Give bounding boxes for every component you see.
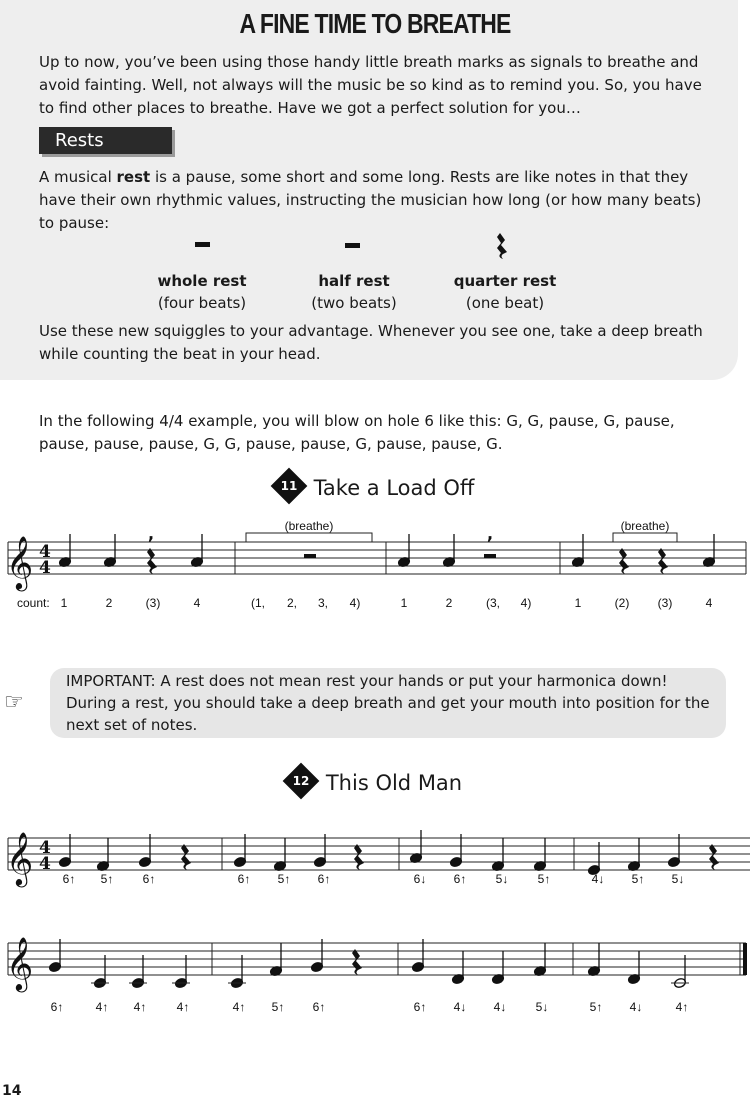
note: [411, 939, 424, 973]
pointing-hand-icon: ☞: [4, 690, 24, 715]
treble-clef-icon: 𝄞: [6, 936, 34, 990]
harmonica-tab: 1: [60, 596, 68, 610]
note: [93, 955, 106, 989]
breathe-label: (breathe): [620, 519, 670, 533]
harmonica-tab: 5↑: [631, 872, 645, 886]
harmonica-tab: 5↓: [535, 1000, 549, 1014]
harmonica-tab: 2,: [286, 596, 298, 610]
rest-type-half: half rest (two beats): [311, 272, 397, 312]
breath-mark-icon: ,: [148, 524, 155, 543]
song-12-title: This Old Man: [325, 771, 463, 795]
note: [138, 834, 151, 868]
song-11-heading: [0, 476, 750, 502]
note: [103, 534, 116, 568]
note: [313, 834, 326, 868]
note: [310, 939, 323, 973]
time-signature-top: 4: [39, 542, 51, 562]
harmonica-tab: 4): [520, 596, 532, 610]
harmonica-tab: 5↑: [589, 1000, 603, 1014]
harmonica-tab: 6↑: [62, 872, 76, 886]
note: [667, 834, 680, 868]
harmonica-tab: 4): [349, 596, 361, 610]
staff-this-old-man-line-1: [0, 820, 750, 885]
harmonica-tab: 5↓: [495, 872, 509, 886]
harmonica-tab: 2: [105, 596, 113, 610]
harmonica-tab: (3): [145, 596, 161, 610]
rest-type-quarter: quarter rest (one beat): [453, 272, 557, 312]
final-barline: [743, 943, 747, 975]
harmonica-tab: 4↓: [453, 1000, 467, 1014]
treble-clef-icon: 𝄞: [6, 535, 34, 589]
harmonica-tab: 4↓: [493, 1000, 507, 1014]
note: [58, 834, 71, 868]
harmonica-tab: 5↑: [537, 872, 551, 886]
squiggles-paragraph: Use these new squiggles to your advantage. Whenever you see one, take a deep breath while counting the beat in your head.: [39, 322, 703, 363]
note: [587, 842, 600, 876]
song-11-title: Take a Load Off: [313, 476, 475, 500]
quarter-rest: [354, 844, 364, 870]
harmonica-tab: 6↑: [50, 1000, 64, 1014]
time-signature-top: 4: [39, 838, 51, 858]
harmonica-tab: 6↑: [317, 872, 331, 886]
intro-paragraph: Up to now, you’ve been using those handy little breath marks as signals to breathe and avoid fainting. Well, not always will the music be so kind as to remind you. So, you have to find other places to breathe. Have we got a perfect solution for you…: [39, 53, 702, 117]
whole-rest-icon: [195, 242, 210, 247]
rest-symbols: [0, 226, 750, 270]
note: [442, 534, 455, 568]
note: [190, 534, 203, 568]
harmonica-tab: 6↓: [413, 872, 427, 886]
harmonica-tab: 4↑: [232, 1000, 246, 1014]
harmonica-tab: 5↓: [671, 872, 685, 886]
quarter-rest: [147, 548, 157, 574]
note: [449, 834, 462, 868]
staff-this-old-man-line-2: [0, 925, 750, 1014]
note: [58, 534, 71, 568]
note: [48, 939, 61, 973]
note: [571, 534, 584, 568]
note: [233, 834, 246, 868]
note: [533, 838, 546, 872]
treble-clef-icon: 𝄞: [6, 831, 34, 885]
song-12-heading: [0, 771, 750, 797]
harmonica-tab: 3,: [317, 596, 329, 610]
harmonica-tab: 4↓: [629, 1000, 643, 1014]
harmonica-tab: 1: [574, 596, 582, 610]
harmonica-tab: (2): [614, 596, 630, 610]
harmonica-tab: 4: [193, 596, 201, 610]
count-label: count:: [17, 596, 50, 610]
song-number-badge: 11: [270, 468, 307, 505]
quarter-rest: [181, 844, 191, 870]
breathe-label: (breathe): [284, 519, 334, 533]
note: [491, 838, 504, 872]
rests-paragraph: A musical rest is a pause, some short and some long. Rests are like notes in that they have their own rhythmic values, instructing the musician how long (or how many beats) to pause:: [39, 168, 702, 232]
quarter-rest: [352, 949, 362, 975]
harmonica-tab: 4↑: [133, 1000, 147, 1014]
note: [273, 838, 286, 872]
harmonica-tab: 4↑: [176, 1000, 190, 1014]
harmonica-tab: 6↑: [413, 1000, 427, 1014]
breathe-brackets: [246, 533, 677, 542]
note: [533, 943, 546, 977]
note: [269, 943, 282, 977]
harmonica-tab: 1: [400, 596, 408, 610]
rests-heading: Rests: [39, 127, 172, 154]
harmonica-tab: 4↑: [95, 1000, 109, 1014]
half-rest: [304, 554, 316, 558]
quarter-rest: [658, 548, 668, 574]
note: [587, 943, 600, 977]
harmonica-tab: (3): [657, 596, 673, 610]
harmonica-tab: 6↑: [142, 872, 156, 886]
half-rest: [484, 554, 496, 558]
harmonica-tab: 5↑: [277, 872, 291, 886]
breath-mark-icon: ,: [487, 524, 494, 543]
note: [627, 951, 640, 985]
time-signature-bottom: 4: [39, 558, 51, 578]
page-number: 14: [2, 1083, 22, 1099]
note: [96, 838, 109, 872]
harmonica-tab: 4↓: [591, 872, 605, 886]
note: [230, 955, 243, 989]
rest-type-whole: whole rest (four beats): [157, 272, 247, 312]
quarter-rest: [709, 844, 719, 870]
note: [673, 955, 686, 989]
example-paragraph: In the following 4/4 example, you will blow on hole 6 like this: G, G, pause, G, pause, pause, pause, pause, G, G, pause, pause, G, pause, pause, G.: [39, 412, 675, 453]
page-title: A FINE TIME TO BREATHE: [239, 8, 511, 39]
note: [174, 955, 187, 989]
rest-term: rest: [116, 168, 151, 186]
note: [409, 830, 422, 864]
important-note: IMPORTANT: A rest does not mean rest your hands or put your harmonica down! During a rest, you should take a deep breath and get your mouth into position for the next set of notes.: [66, 672, 710, 734]
harmonica-tab: 5↑: [100, 872, 114, 886]
song-number-badge: 12: [282, 763, 319, 800]
note: [702, 534, 715, 568]
harmonica-tab: 6↑: [453, 872, 467, 886]
note: [627, 838, 640, 872]
note: [451, 951, 464, 985]
harmonica-tab: 6↑: [312, 1000, 326, 1014]
harmonica-tab: 5↑: [271, 1000, 285, 1014]
quarter-rest: [619, 548, 629, 574]
note: [491, 951, 504, 985]
harmonica-tab: 4: [705, 596, 713, 610]
time-signature-bottom: 4: [39, 854, 51, 874]
harmonica-tab: (1,: [250, 596, 266, 610]
staff-take-a-load-off: [0, 512, 750, 617]
half-rest-icon: [345, 243, 360, 248]
harmonica-tab: 2: [445, 596, 453, 610]
harmonica-tab: (3,: [485, 596, 501, 610]
quarter-rest-icon: [497, 233, 507, 259]
note: [131, 955, 144, 989]
harmonica-tab: 4↑: [675, 1000, 689, 1014]
note: [397, 534, 410, 568]
harmonica-tab: 6↑: [237, 872, 251, 886]
